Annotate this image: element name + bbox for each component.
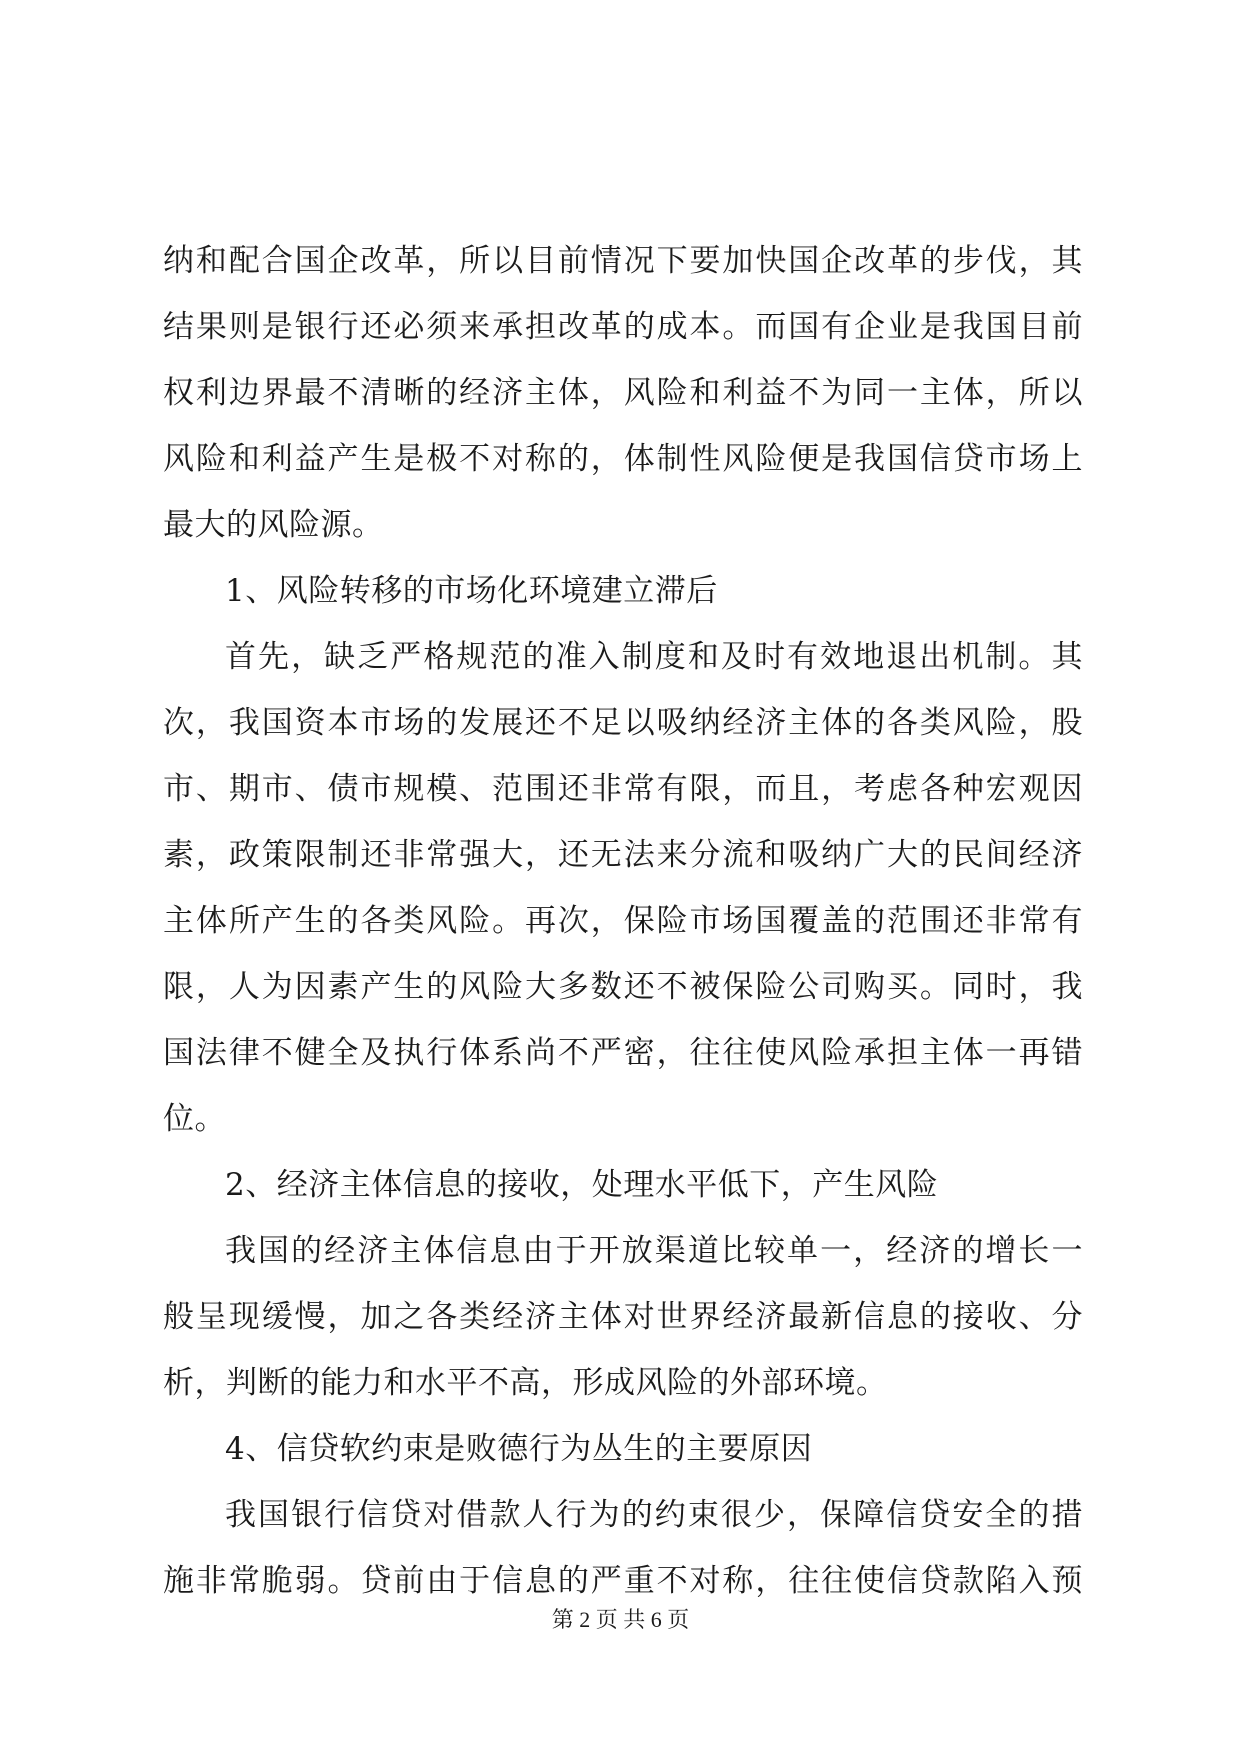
text-line: 我国银行信贷对借款人行为的约束很少，保障信贷安全的措 (225, 1497, 1083, 1533)
text-line: 素，政策限制还非常强大，还无法来分流和吸纳广大的民间经济 (163, 837, 1083, 873)
text-line: 般呈现缓慢，加之各类经济主体对世界经济最新信息的接收、分 (163, 1299, 1083, 1335)
text-line: 次，我国资本市场的发展还不足以吸纳经济主体的各类风险，股 (163, 705, 1083, 741)
text-line: 我国的经济主体信息由于开放渠道比较单一，经济的增长一 (225, 1233, 1083, 1269)
text-line: 位。 (163, 1101, 226, 1137)
text-line: 权利边界最不清晰的经济主体，风险和利益不为同一主体，所以 (163, 375, 1083, 411)
text-line: 施非常脆弱。贷前由于信息的严重不对称，往往使信贷款陷入预 (163, 1563, 1083, 1599)
text-line: 市、期市、债市规模、范围还非常有限，而且，考虑各种宏观因 (163, 771, 1083, 807)
text-line: 结果则是银行还必须来承担改革的成本。而国有企业是我国目前 (163, 309, 1083, 345)
text-line: 首先，缺乏严格规范的准入制度和及时有效地退出机制。其 (225, 639, 1083, 675)
page-number-footer: 第 2 页 共 6 页 (551, 1607, 690, 1632)
text-line: 限，人为因素产生的风险大多数还不被保险公司购买。同时，我 (163, 969, 1083, 1005)
text-line: 析，判断的能力和水平不高，形成风险的外部环境。 (163, 1365, 888, 1401)
body-text (163, 228, 1083, 1614)
text-line: 主体所产生的各类风险。再次，保险市场国覆盖的范围还非常有 (163, 903, 1083, 939)
text-line: 最大的风险源。 (163, 507, 384, 543)
section-heading: 2、经济主体信息的接收，处理水平低下，产生风险 (225, 1167, 939, 1203)
text-line: 国法律不健全及执行体系尚不严密，往往使风险承担主体一再错 (163, 1035, 1083, 1071)
section-heading: 1、风险转移的市场化环境建立滞后 (225, 573, 718, 609)
text-line: 风险和利益产生是极不对称的，体制性风险便是我国信贷市场上 (163, 441, 1083, 477)
section-heading: 4、信贷软约束是败德行为丛生的主要原因 (225, 1431, 813, 1467)
text-line: 纳和配合国企改革，所以目前情况下要加快国企改革的步伐，其 (163, 243, 1083, 279)
